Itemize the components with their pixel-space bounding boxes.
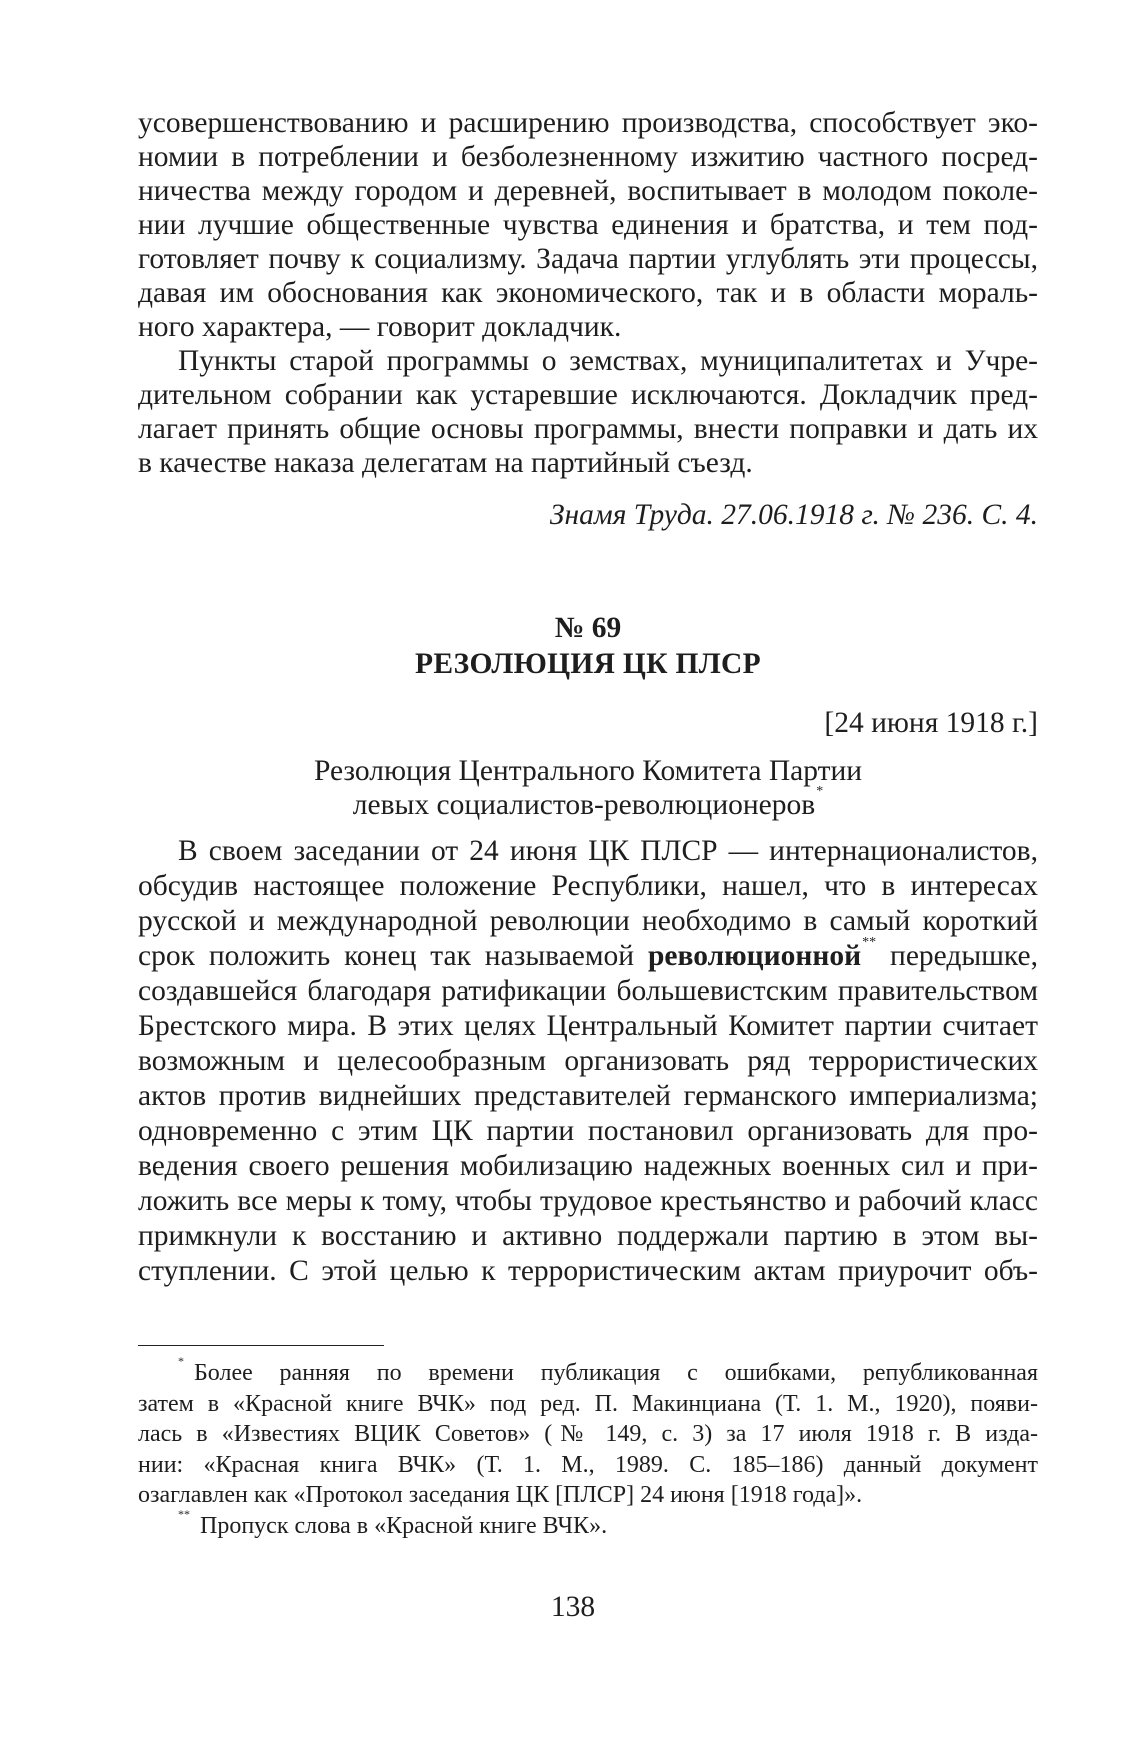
subtitle-line: Резолюция Центрального Комитета Партии bbox=[313, 755, 863, 787]
text-line: Пункты старой программы о земствах, муниципалитетах и Учре- bbox=[178, 345, 1038, 377]
footnote-line: затем в «Красной книге ВЧК» под ред. П. Макинциана (Т. 1. М., 1920), появи- bbox=[138, 1390, 1038, 1417]
text-run: срок положить конец так называемой bbox=[138, 940, 648, 972]
continuation-paragraph bbox=[138, 106, 1038, 344]
text-line: актов против виднейших представителей германского империализма; bbox=[138, 1080, 1038, 1112]
text-line: усовершенствованию и расширению производства, способствует эко- bbox=[138, 107, 1038, 139]
footnote-text: Пропуск слова в «Красной книге ВЧК». bbox=[200, 1512, 608, 1539]
text-line: создавшейся благодаря ратификации большевистским правительством bbox=[138, 975, 1038, 1007]
subtitle-line bbox=[138, 784, 1038, 822]
text-line: номии в потреблении и безболезненному изжитию частного посред- bbox=[138, 141, 1038, 173]
footnote-line: озаглавлен как «Протокол заседания ЦК [ПЛСР] 24 июня [1918 года]». bbox=[138, 1482, 863, 1508]
text-line: одновременно с этим ЦК партии постановил организовать для про- bbox=[138, 1115, 1038, 1147]
source-citation: Знамя Труда. 27.06.1918 г. № 236. С. 4. bbox=[549, 499, 1038, 531]
footnote-marker[interactable]: ** bbox=[862, 935, 877, 950]
text-line: русской и международной революции необходимо в самый короткий bbox=[138, 905, 1038, 937]
paragraph-programme bbox=[138, 344, 1038, 480]
document-date: [24 июня 1918 г.] bbox=[824, 707, 1038, 739]
footnote-line bbox=[138, 1506, 1038, 1542]
document-number: № 69 bbox=[554, 612, 622, 644]
footnote-text: Более ранняя по времени публикация с ошибками, републикованная bbox=[194, 1360, 1038, 1386]
bold-word: революционной bbox=[647, 940, 862, 972]
footnote-line: нии: «Красная книга ВЧК» (Т. 1. М., 1989. С. 185–186) данный документ bbox=[138, 1451, 1038, 1478]
resolution-body bbox=[138, 834, 1038, 1289]
text-line: лагает принять общие основы программы, внести поправки и дать их bbox=[138, 413, 1038, 445]
text-line: дительном собрании как устаревшие исключаются. Докладчик пред- bbox=[138, 379, 1038, 411]
page-number: 138 bbox=[550, 1591, 596, 1623]
text-line: ступлении. С этой целью к террористическим актам приурочит объ- bbox=[138, 1255, 1038, 1287]
text-line: нии лучшие общественные чувства единения и братства, и тем под- bbox=[138, 209, 1038, 241]
text-line: возможным и целесообразным организовать ряд террористических bbox=[138, 1045, 1038, 1077]
footnote-marker: * bbox=[178, 1354, 184, 1368]
text-line: ничества между городом и деревней, воспитывает в молодом поколе- bbox=[138, 175, 1038, 207]
footnote-marker: ** bbox=[178, 1506, 190, 1521]
text-line: готовляет почву к социализму. Задача партии углублять эти процессы, bbox=[138, 243, 1038, 275]
text-line: ложить все меры к тому, чтобы трудовое крестьянство и рабочий класс bbox=[138, 1185, 1038, 1217]
subtitle-text: левых социалистов-революционеров bbox=[352, 789, 816, 821]
footnote-line: лась в «Известиях ВЦИК Советов» (№ 149, с. 3) за 17 июля 1918 г. В изда- bbox=[138, 1421, 1038, 1447]
footnote-line bbox=[138, 1354, 1038, 1389]
text-line: В своем заседании от 24 июня ЦК ПЛСР — интернационалистов, bbox=[178, 835, 1038, 867]
document-title: РЕЗОЛЮЦИЯ ЦК ПЛСР bbox=[415, 648, 761, 680]
text-line: ведения своего решения мобилизацию надежных военных сил и при- bbox=[138, 1150, 1038, 1182]
text-line: ного характера, — говорит докладчик. bbox=[138, 311, 622, 343]
text-line: примкнули к восстанию и активно поддержали партию в этом вы- bbox=[138, 1220, 1038, 1252]
text-line: Брестского мира. В этих целях Центральный Комитет партии считает bbox=[138, 1010, 1038, 1042]
text-line: в качестве наказа делегатам на партийный съезд. bbox=[138, 447, 753, 479]
footnote-marker[interactable]: * bbox=[816, 784, 824, 799]
document-subtitle bbox=[138, 754, 1038, 822]
footnote-divider bbox=[138, 1345, 384, 1346]
footnotes bbox=[138, 1354, 1038, 1541]
text-line: обсудив настоящее положение Республики, нашел, что в интересах bbox=[138, 870, 1038, 902]
text-run: передышке, bbox=[876, 940, 1038, 972]
text-line bbox=[138, 935, 1038, 974]
text-line: давая им обоснования как экономического, так и в области мораль- bbox=[138, 277, 1038, 309]
page-content bbox=[138, 106, 1038, 1541]
